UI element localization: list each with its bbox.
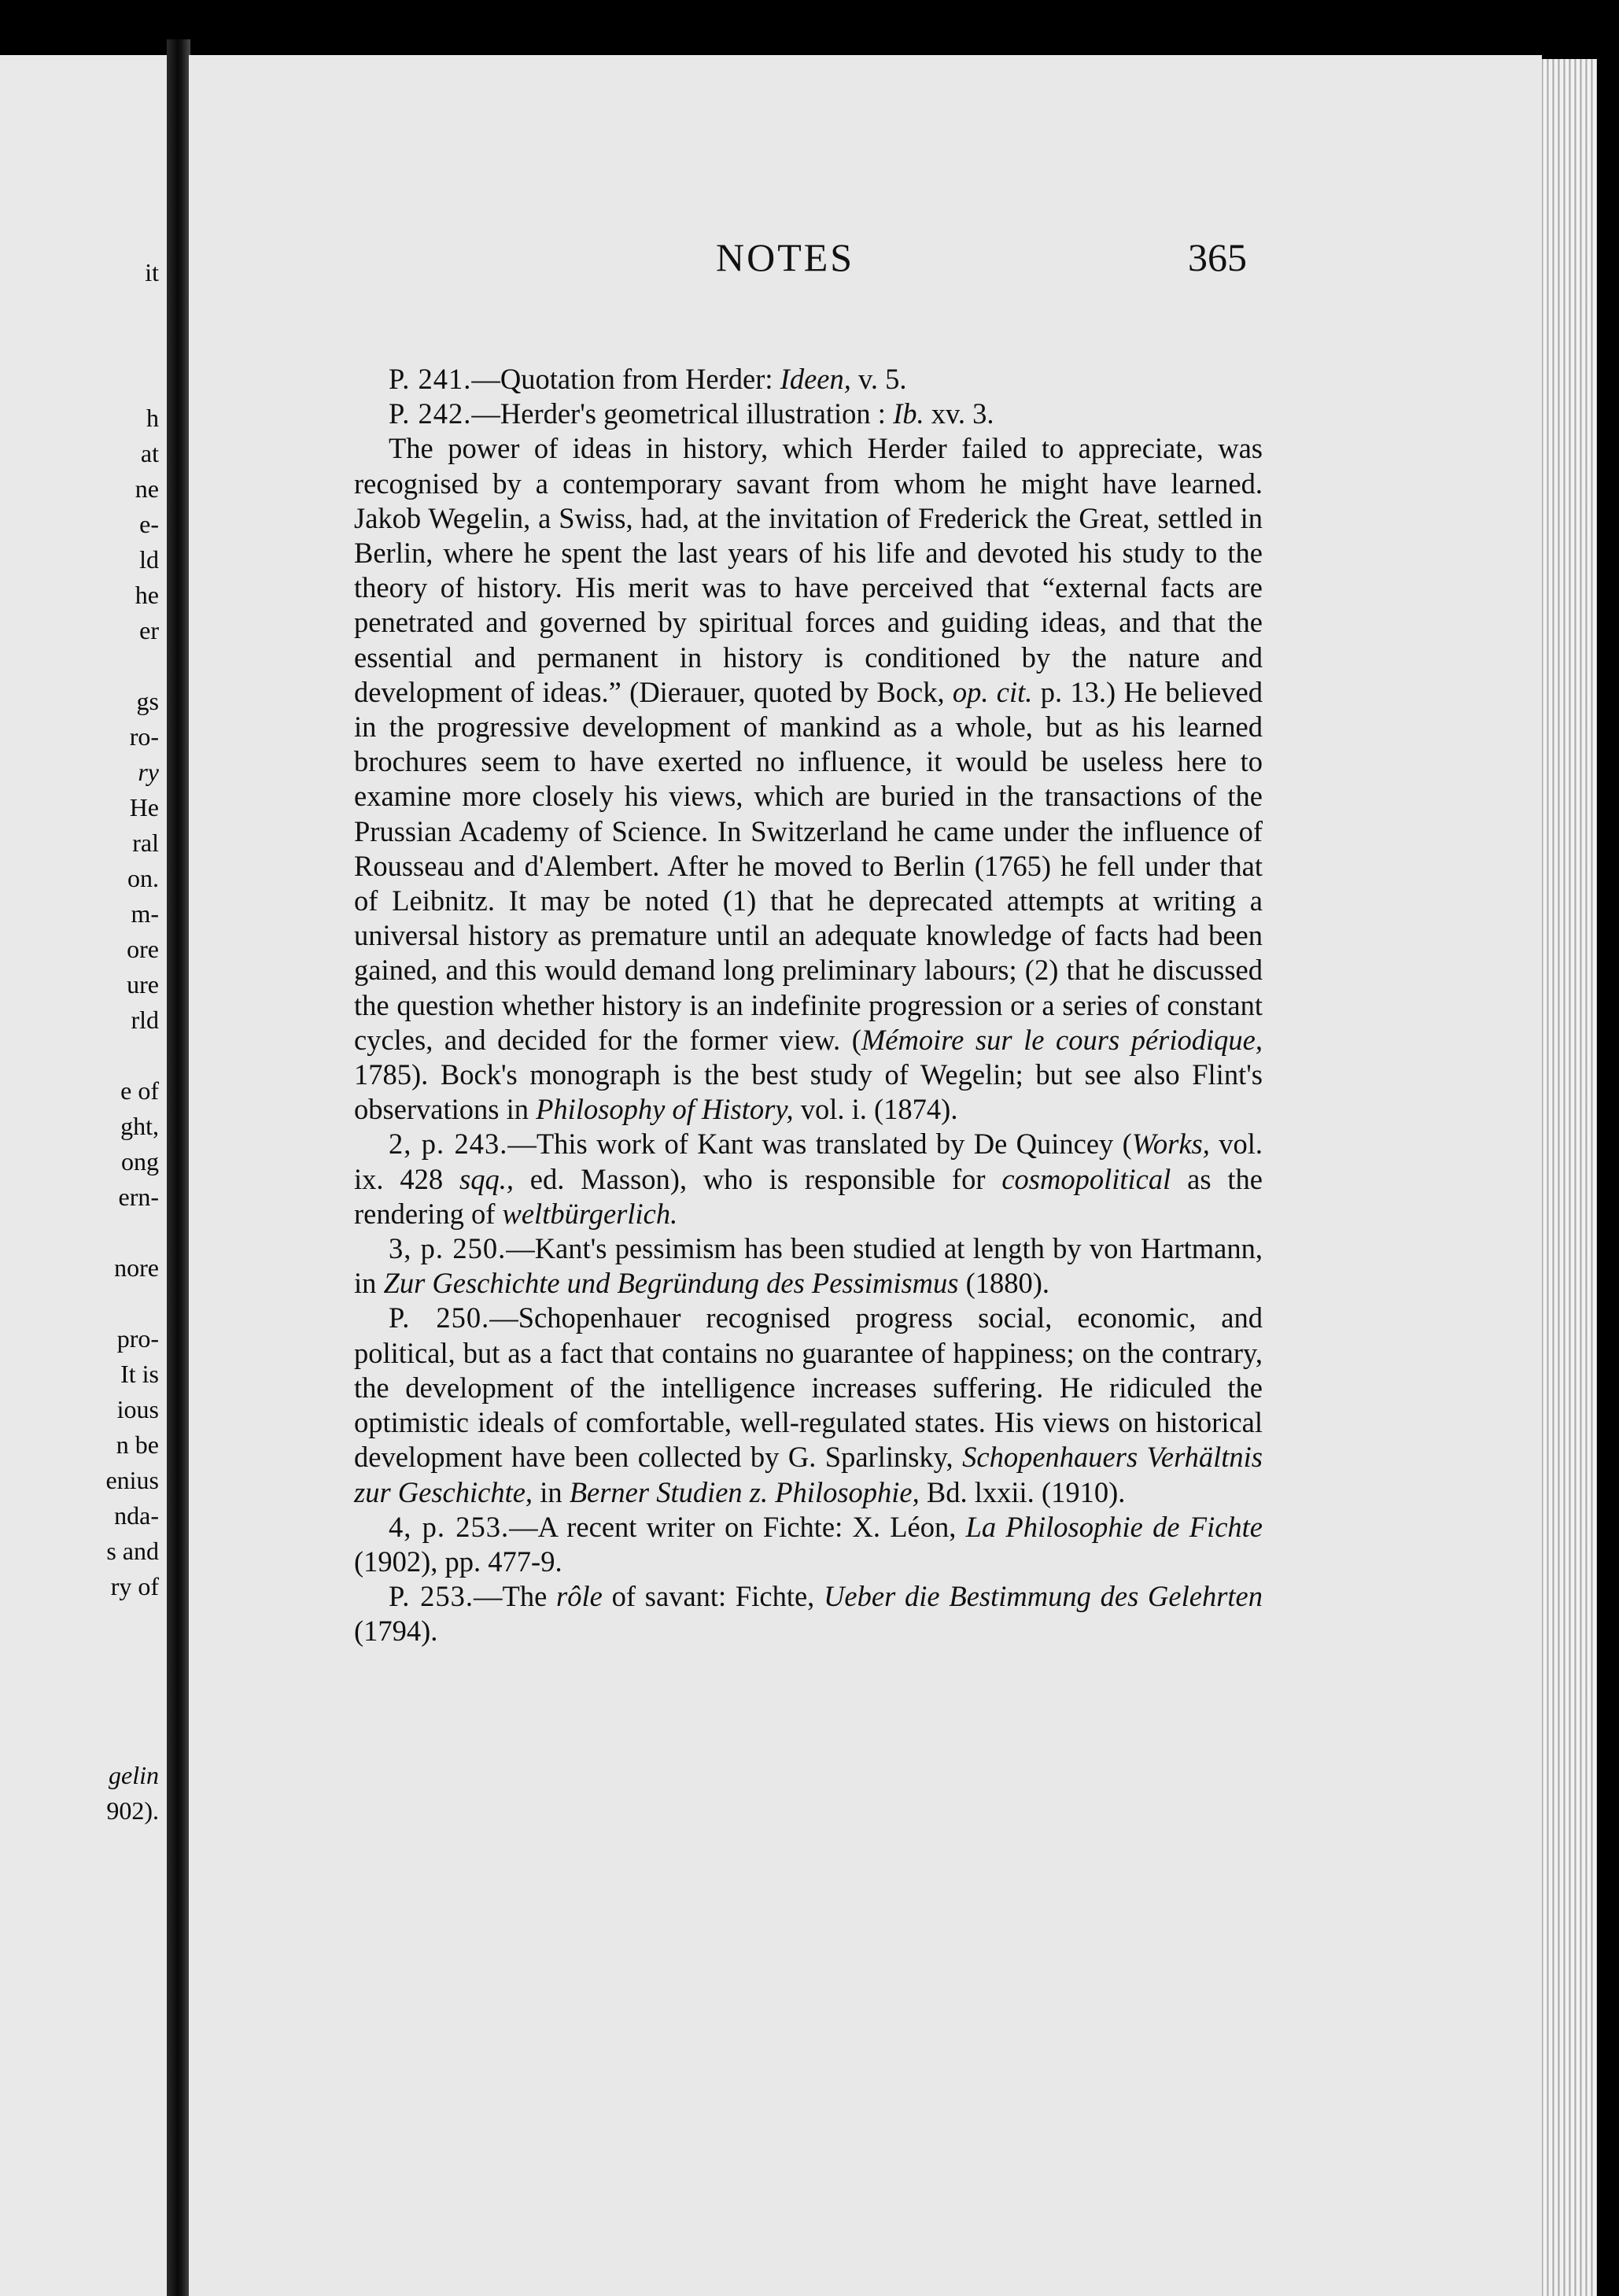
left-page-fragment: ong	[121, 1147, 159, 1176]
note-reference: P. 253.	[389, 1580, 474, 1613]
left-page-fragment: 902).	[106, 1796, 159, 1825]
note-reference: 4, p. 253.	[389, 1510, 510, 1543]
left-page-fragment: nda-	[114, 1501, 159, 1530]
note-paragraph	[354, 1231, 1263, 1301]
running-head: NOTES	[716, 235, 855, 279]
note-reference: P. 241.	[389, 363, 472, 395]
left-page-fragment: s and	[106, 1537, 159, 1565]
left-page-fragment: ern-	[118, 1183, 159, 1211]
note-text: —This work of Kant was translated by De Quincey (	[507, 1128, 1132, 1161]
note-text: (1794).	[354, 1615, 438, 1648]
left-page-fragment: e of	[120, 1076, 159, 1105]
italic-title: Philosophy of History,	[536, 1093, 794, 1126]
note-text: (1902), pp. 477-9.	[354, 1545, 562, 1578]
note-text: as the rendering of	[354, 1162, 1263, 1230]
left-page-fragment: at	[140, 439, 159, 467]
italic-title: Zur Geschichte und Begründung des Pessimismus	[383, 1267, 959, 1300]
left-page-fragment: It is	[120, 1360, 159, 1388]
italic-title: Mémoire sur le cours périodique,	[861, 1023, 1263, 1056]
left-page-fragment: He	[129, 793, 159, 821]
left-page-fragment: ral	[132, 829, 159, 857]
note-paragraph	[354, 1301, 1263, 1509]
left-page-fragment: ore	[127, 935, 159, 963]
left-page-fragment: ro-	[129, 722, 159, 751]
italic-title: op. cit.	[952, 675, 1033, 708]
italic-title: sqq.,	[459, 1162, 514, 1195]
left-page-fragment: ry of	[110, 1572, 159, 1600]
note-paragraph	[354, 397, 1263, 431]
left-page-fragment: it	[145, 258, 159, 286]
left-page-fragment: rld	[131, 1006, 159, 1034]
italic-title: Berner Studien z. Philosophie,	[569, 1475, 920, 1508]
note-text: Bd. lxxii. (1910).	[919, 1475, 1126, 1508]
italic-title: Ib.	[893, 397, 924, 430]
left-page-fragment: gelin	[109, 1761, 159, 1789]
note-text: The power of ideas in history, which Herder failed to appreciate, was recognised by a contemporary savant from whom he might have learned. Jakob Wegelin, a Swiss, had, at the invitation of Frederick the Great, settled in Berlin, where he spent the last years of his life and devoted his study to the theory of history. His merit was to have perceived that “external facts are penetrated and governed by spiritual forces and guiding ideas, and that the essential and permanent in history is conditioned by the nature and development of ideas.” (Dierauer, quoted by Bock,	[354, 432, 1263, 708]
italic-title: Ideen,	[780, 363, 851, 395]
left-page-fragment: e-	[139, 510, 159, 538]
italic-title: Schopenhauers Verhältnis zur Geschichte,	[354, 1441, 1263, 1508]
previous-page-fragment	[0, 55, 167, 2296]
note-paragraph	[354, 1579, 1263, 1648]
note-text: p. 13.) He believed in the progressive development of mankind as a whole, but as his learned brochures seem to have exerted no influence, it would be useless here to examine more closely his views, which are buried in the transactions of the Prussian Academy of Science. In Switzerland he came under the influence of Rousseau and d'Alembert. After he moved to Berlin (1765) he fell under that of Leibnitz. It may be noted (1) that he deprecated attempts at writing a universal history as premature until an adequate knowledge of facts had been gained, and this would demand long preliminary labours; (2) that he discussed the question whether history is an indefinite progression or a series of constant cycles, and decided for the former view. (	[354, 675, 1263, 1056]
note-paragraph	[354, 431, 1263, 1127]
italic-title: weltbürgerlich.	[502, 1197, 678, 1230]
left-page-fragment: ght,	[120, 1112, 159, 1140]
note-text: —Herder's geometrical illustration :	[471, 397, 894, 430]
italic-title: La Philosophie de Fichte	[965, 1510, 1263, 1543]
left-page-fragment: ld	[139, 545, 159, 574]
note-text: vol. i. (1874).	[793, 1093, 958, 1126]
left-page-fragment: he	[135, 581, 159, 609]
left-page-fragment: h	[146, 404, 159, 432]
left-page-fragment: ne	[135, 474, 159, 503]
book-gutter	[167, 39, 190, 2296]
notes-body	[354, 362, 1263, 1649]
left-page-fragment: ry	[138, 758, 159, 786]
left-page-fragment: enius	[105, 1466, 159, 1494]
book-page	[189, 55, 1542, 2296]
left-page-fragment: n be	[116, 1430, 159, 1459]
note-text: xv. 3.	[924, 397, 994, 430]
note-text: (1880).	[958, 1267, 1050, 1300]
page-edges	[1538, 59, 1597, 2296]
note-reference: 3, p. 250.	[389, 1232, 507, 1265]
italic-title: Works,	[1131, 1128, 1210, 1161]
note-reference: P. 242.	[389, 397, 472, 430]
note-text: ed. Masson), who is responsible for	[513, 1162, 1002, 1195]
page-number: 365	[1188, 235, 1247, 279]
left-page-fragment: ure	[127, 970, 159, 999]
note-text: v. 5.	[850, 363, 907, 395]
note-text: in	[533, 1475, 570, 1508]
left-page-fragment: pro-	[116, 1324, 159, 1353]
note-text: —Kant's pessimism has been studied at length by von Hartmann, in	[354, 1232, 1263, 1300]
note-reference: P. 250.	[389, 1301, 490, 1334]
note-text: —A recent writer on Fichte: X. Léon,	[509, 1510, 966, 1543]
note-text: —The	[474, 1580, 557, 1613]
note-text: 1785). Bock's monograph is the best study of Wegelin; but see also Flint's observations in	[354, 1058, 1263, 1126]
note-paragraph	[354, 1127, 1263, 1231]
note-text: —Schopenhauer recognised progress social, economic, and political, but as a fact that contains no guarantee of happiness; on the contrary, the development of the intelligence increases suffering. He ridiculed the optimistic ideals of comfortable, well-regulated states. His views on historical development have been collected by G. Sparlinsky,	[354, 1301, 1263, 1474]
note-text: vol. ix. 428	[354, 1128, 1263, 1195]
note-reference: 2, p. 243.	[389, 1128, 508, 1161]
left-page-fragment: ious	[116, 1395, 159, 1423]
note-paragraph	[354, 1510, 1263, 1579]
left-page-fragment: on.	[127, 864, 159, 892]
note-text: —Quotation from Herder:	[471, 363, 780, 395]
italic-title: cosmopolitical	[1001, 1162, 1171, 1195]
left-page-fragment: gs	[136, 687, 159, 715]
left-page-fragment: m-	[131, 899, 159, 928]
note-text: of savant: Fichte,	[602, 1580, 824, 1613]
left-page-fragment: er	[139, 616, 159, 644]
note-paragraph	[354, 362, 1263, 397]
italic-title: rôle	[556, 1580, 603, 1613]
left-page-fragment: nore	[114, 1253, 159, 1282]
italic-title: Ueber die Bestimmung des Gelehrten	[824, 1580, 1263, 1613]
